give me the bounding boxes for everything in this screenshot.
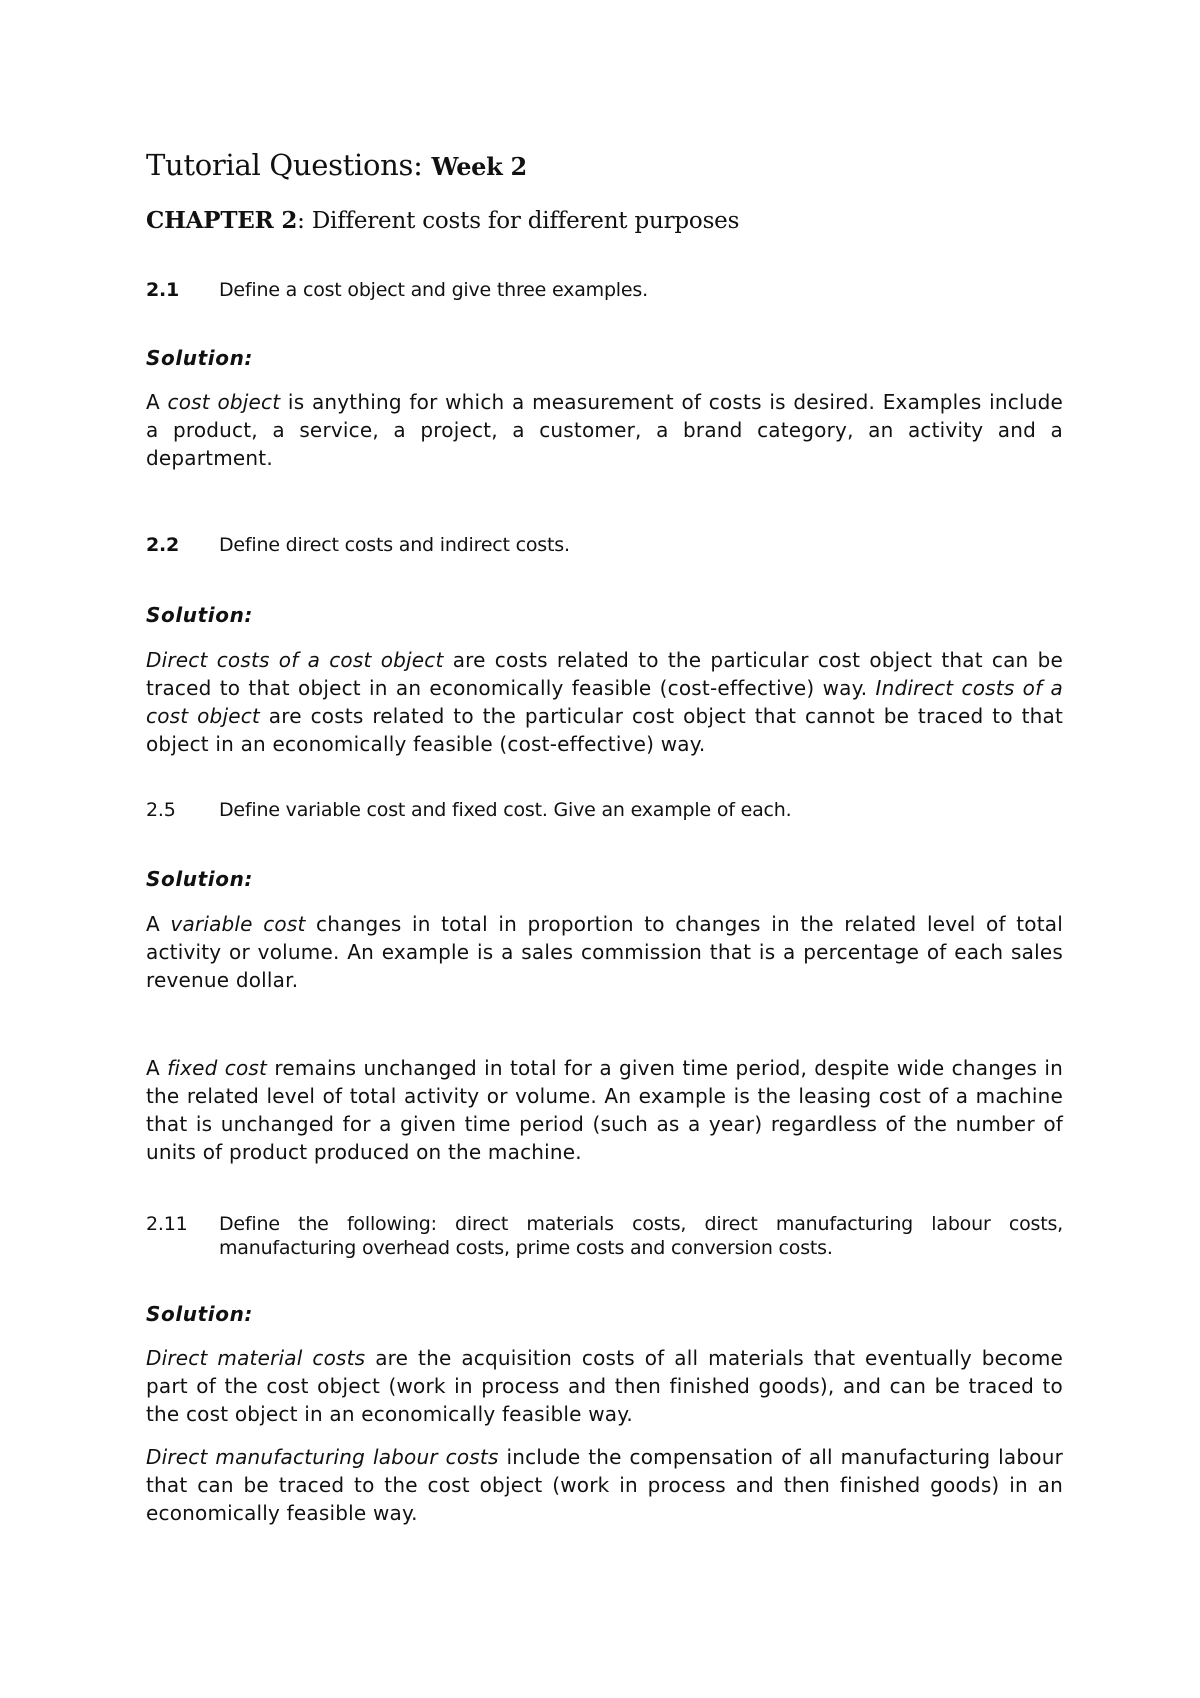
question-2-1 <box>146 278 1063 302</box>
answer-text: A <box>146 912 171 936</box>
answer-text: A <box>146 1056 168 1080</box>
defined-term: cost object <box>167 390 281 414</box>
answer-text: A <box>146 390 168 414</box>
answer-paragraph <box>146 388 1063 472</box>
chapter-title: : Different costs for different purposes <box>297 208 740 234</box>
answer-paragraph <box>146 1344 1063 1428</box>
answer-text: are the acquisition costs of all materials that eventually become part of the cost object (work in process and then finished goods), and can be traced to the cost object in an economically feasible way. <box>146 1346 1064 1426</box>
defined-term: Direct manufacturing labour costs <box>146 1445 499 1469</box>
solution-label: Solution: <box>146 867 254 891</box>
question-text: Define direct costs and indirect costs. <box>219 534 570 556</box>
question-2-2 <box>146 533 1063 557</box>
title-main: Tutorial Questions: <box>146 148 423 182</box>
question-2-11 <box>146 1212 1063 1260</box>
answer-paragraph <box>146 910 1063 994</box>
solution-label: Solution: <box>146 1302 254 1326</box>
solution-label: Solution: <box>146 346 254 370</box>
answer-paragraph <box>146 1443 1063 1527</box>
question-text: Define the following: direct materials costs, direct manufacturing labour costs, manufacturing overhead costs, prime costs and conversion costs. <box>219 1213 1063 1259</box>
answer-text: are costs related to the particular cost object that cannot be traced to that object in an economically feasible (cost-effective) way. <box>146 704 1064 756</box>
answer-text: include the compensation of all manufacturing labour that can be traced to the cost object (work in process and then finished goods) in an economically feasible way. <box>146 1445 1063 1525</box>
question-text: Define a cost object and give three examples. <box>219 279 648 301</box>
solution-label: Solution: <box>146 603 254 627</box>
answer-paragraph <box>146 1054 1063 1166</box>
question-number: 2.2 <box>146 534 180 556</box>
question-number: 2.11 <box>146 1213 188 1235</box>
answer-paragraph <box>146 646 1063 758</box>
question-text: Define variable cost and fixed cost. Give an example of each. <box>219 799 792 821</box>
answer-text: is anything for which a measurement of costs is desired. Examples include a product, a service, a project, a customer, a brand category, an activity and a department. <box>146 390 1063 470</box>
defined-term: Direct costs of a cost object <box>146 648 444 672</box>
title-week: Week 2 <box>431 152 527 181</box>
defined-term: Indirect costs of a cost object <box>146 676 1063 728</box>
defined-term: Direct material costs <box>146 1346 366 1370</box>
defined-term: fixed cost <box>167 1056 268 1080</box>
defined-term: variable cost <box>170 912 306 936</box>
answer-text: are costs related to the particular cost object that can be traced to that object in an economically feasible (cost-effective) way. <box>146 648 1064 700</box>
question-number: 2.1 <box>146 279 180 301</box>
question-2-5 <box>146 798 1063 822</box>
answer-text: changes in total in proportion to changes in the related level of total activity or volume. An example is a sales commission that is a percentage of each sales revenue dollar. <box>146 912 1063 992</box>
page-title <box>146 145 1063 187</box>
chapter-heading <box>146 204 1063 238</box>
question-number: 2.5 <box>146 799 176 821</box>
answer-text: remains unchanged in total for a given time period, despite wide changes in the related level of total activity or volume. An example is the leasing cost of a machine that is unchanged for a given time period (such as a year) regardless of the number of units of product produced on the machine. <box>146 1056 1063 1164</box>
chapter-label: CHAPTER 2 <box>146 207 298 234</box>
